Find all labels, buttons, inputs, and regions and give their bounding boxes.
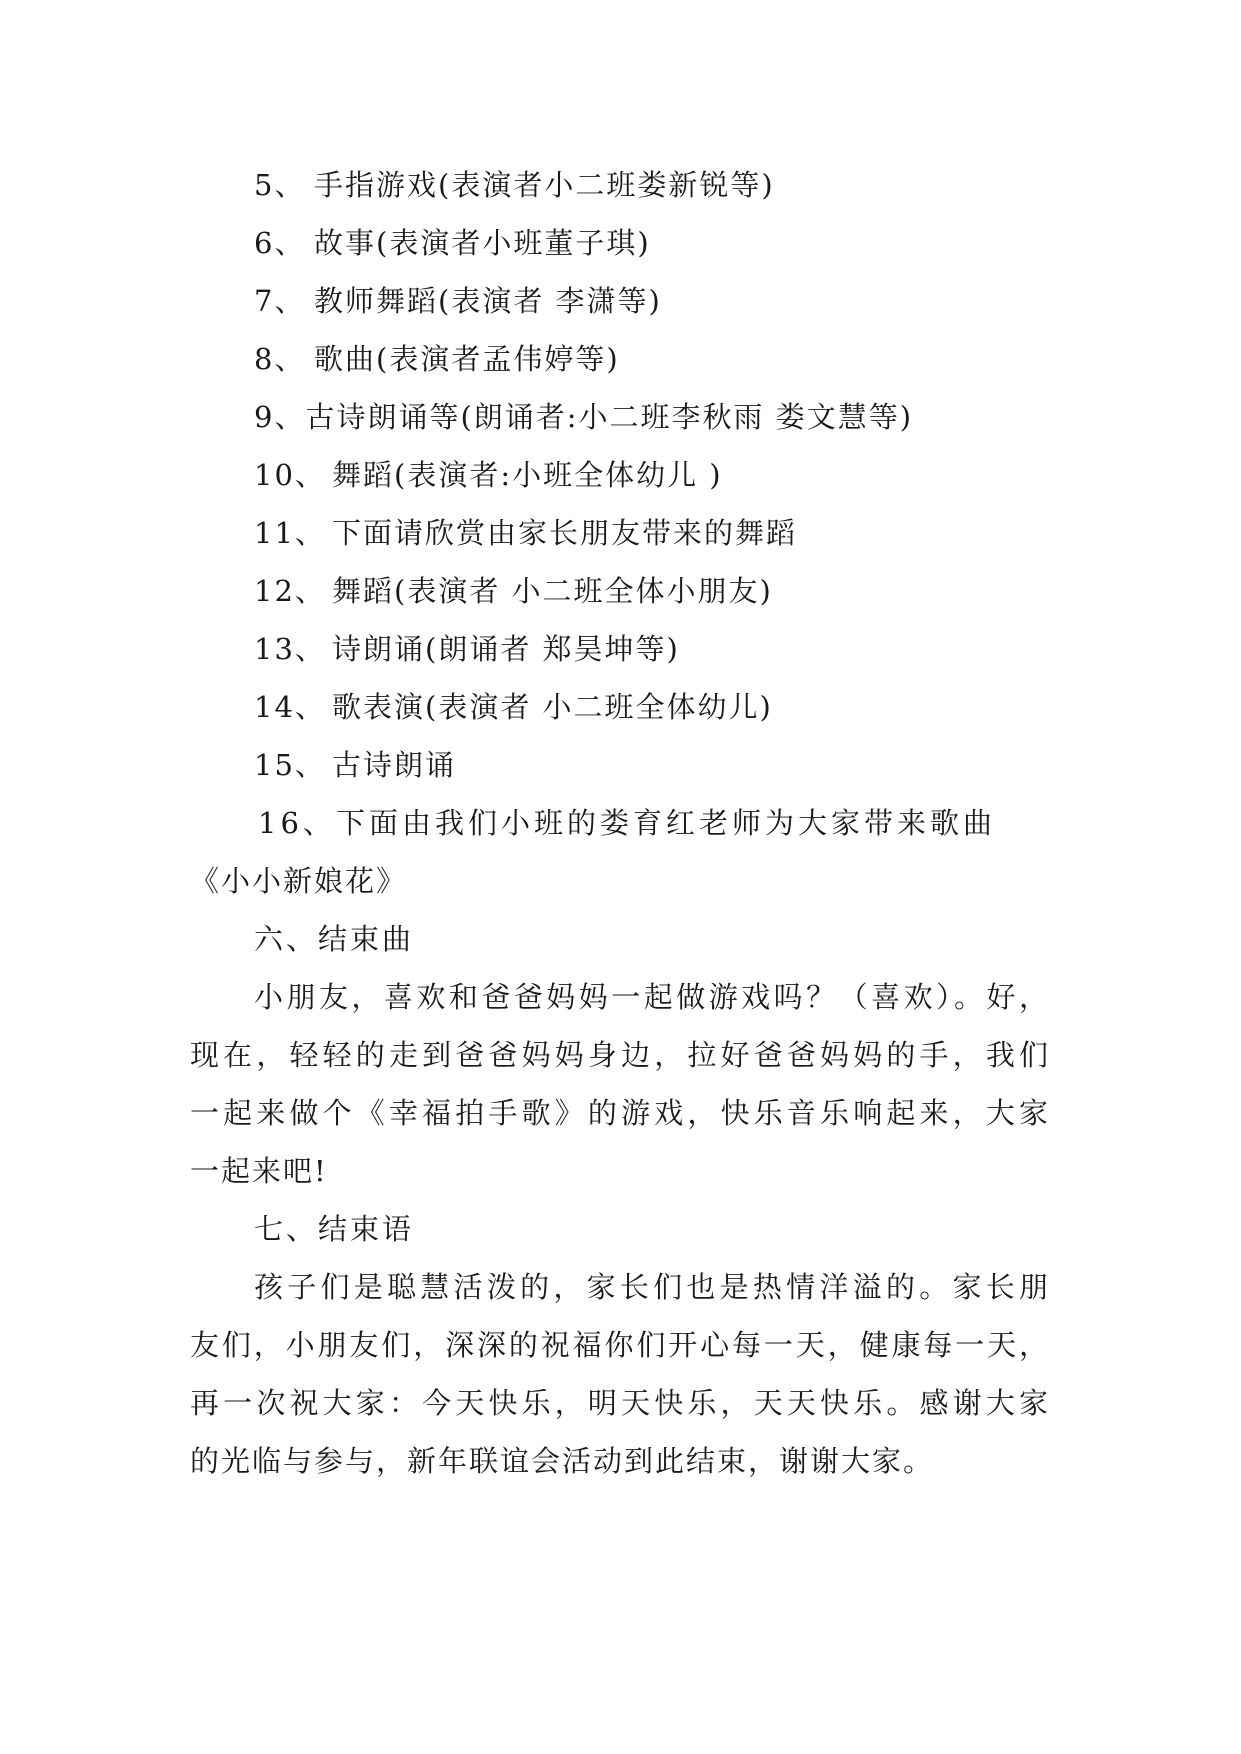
item-text: 歌表演(表演者 小二班全体幼儿) — [332, 690, 773, 724]
program-item-8 — [254, 330, 1114, 388]
item-number: 11、 — [254, 516, 326, 550]
program-item-5 — [254, 156, 1114, 214]
program-item-14 — [254, 678, 1114, 736]
program-item-6 — [254, 214, 1114, 272]
item-number: 12、 — [254, 574, 326, 608]
program-item-7 — [254, 272, 1114, 330]
program-item-15 — [254, 736, 1114, 794]
item-number: 5、 — [254, 168, 306, 202]
section-6-line-4: 一起来吧! — [190, 1154, 328, 1188]
item-number: 14、 — [254, 690, 326, 724]
program-item-11 — [254, 504, 1114, 562]
section-6-heading: 六、结束曲 — [254, 922, 415, 956]
item-number: 7、 — [254, 284, 306, 318]
program-item-9 — [254, 388, 1114, 446]
program-item-16 — [258, 794, 1050, 852]
item-text: 歌曲(表演者孟伟婷等) — [314, 342, 620, 376]
item-text: 手指游戏(表演者小二班娄新锐等) — [314, 168, 775, 202]
section-7-line-4: 的光临与参与，新年联谊会活动到此结束，谢谢大家。 — [190, 1444, 935, 1478]
item-number: 16、 — [258, 806, 336, 840]
program-item-16-continued: 《小小新娘花》 — [190, 864, 408, 898]
item-number: 10、 — [254, 458, 326, 492]
section-6-line-1: 小朋友，喜欢和爸爸妈妈一起做游戏吗？（喜欢）。好， — [254, 980, 1050, 1014]
program-item-13 — [254, 620, 1114, 678]
section-7-line-3: 再一次祝大家：今天快乐，明天快乐，天天快乐。感谢大家 — [190, 1386, 1050, 1420]
section-6-line-3: 一起来做个《幸福拍手歌》的游戏，快乐音乐响起来，大家 — [190, 1096, 1050, 1130]
item-text: 下面由我们小班的娄育红老师为大家带来歌曲 — [336, 806, 997, 840]
section-6-line-2: 现在，轻轻的走到爸爸妈妈身边，拉好爸爸妈妈的手，我们 — [190, 1038, 1050, 1072]
item-text: 古诗朗诵等(朗诵者:小二班李秋雨 娄文慧等) — [305, 400, 914, 434]
item-number: 13、 — [254, 632, 326, 666]
section-7-heading: 七、结束语 — [254, 1212, 415, 1246]
item-text: 诗朗诵(朗诵者 郑昊坤等) — [332, 632, 680, 666]
item-number: 6、 — [254, 226, 306, 260]
program-item-12 — [254, 562, 1114, 620]
item-text: 舞蹈(表演者:小班全体幼儿 ) — [332, 458, 723, 492]
item-number: 8、 — [254, 342, 306, 376]
section-7-line-2: 友们，小朋友们，深深的祝福你们开心每一天，健康每一天， — [190, 1328, 1050, 1362]
item-text: 舞蹈(表演者 小二班全体小朋友) — [332, 574, 773, 608]
item-number: 9、 — [254, 400, 306, 434]
program-item-10 — [254, 446, 1114, 504]
section-7-line-1: 孩子们是聪慧活泼的，家长们也是热情洋溢的。家长朋 — [254, 1270, 1050, 1304]
item-text: 古诗朗诵 — [332, 748, 457, 782]
item-number: 15、 — [254, 748, 326, 782]
item-text: 故事(表演者小班董子琪) — [314, 226, 651, 260]
item-text: 下面请欣赏由家长朋友带来的舞蹈 — [332, 516, 798, 550]
item-text: 教师舞蹈(表演者 李潇等) — [314, 284, 662, 318]
